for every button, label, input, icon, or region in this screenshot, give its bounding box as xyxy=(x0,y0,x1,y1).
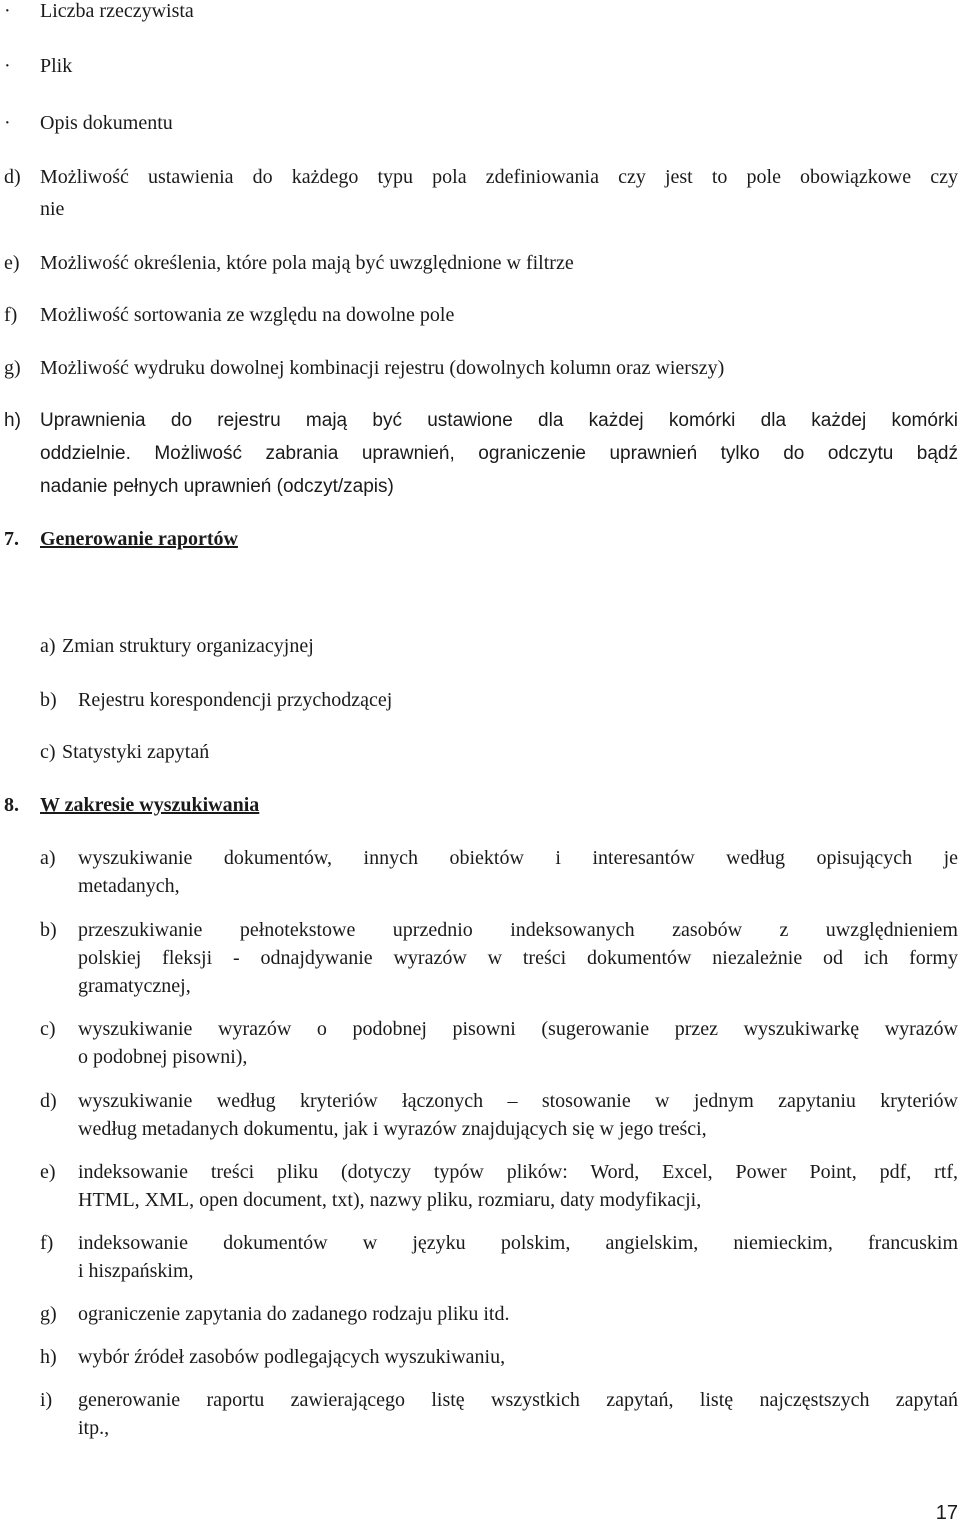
item-marker: h) xyxy=(4,410,21,431)
item-marker: c) xyxy=(40,1018,56,1040)
list-item-text: Możliwość sortowania ze względu na dowolne pole xyxy=(40,304,455,326)
item-marker: g) xyxy=(40,1303,57,1325)
list-item-text: Możliwość określenia, które pola mają być uwzględnione w filtrze xyxy=(40,252,574,274)
list-item-text: według metadanych dokumentu, jak i wyrazów znajdujących się w jego treści, xyxy=(78,1118,707,1140)
list-item-text: gramatycznej, xyxy=(78,975,191,997)
item-marker: g) xyxy=(4,357,21,379)
list-item-text: Liczba rzeczywista xyxy=(40,0,194,22)
list-item-text: HTML, XML, open document, txt), nazwy pliku, rozmiaru, daty modyfikacji, xyxy=(78,1189,702,1211)
list-item-text: Plik xyxy=(40,55,73,77)
list-item-text: Możliwość wydruku dowolnej kombinacji rejestru (dowolnych kolumn oraz wierszy) xyxy=(40,357,725,379)
list-item-text: polskiej fleksji - odnajdywanie wyrazów w treści dokumentów niezależnie od ich formy xyxy=(78,947,958,969)
item-marker: e) xyxy=(40,1161,56,1183)
list-item xyxy=(0,1015,960,1071)
list-item-text: itp., xyxy=(78,1417,110,1439)
list-item-text: wyszukiwanie wyrazów o podobnej pisowni (sugerowanie przez wyszukiwarkę wyrazów xyxy=(78,1018,958,1040)
list-item xyxy=(0,1229,960,1285)
list-item-text: nie xyxy=(40,198,65,220)
list-item-text: generowanie raportu zawierającego listę wszystkich zapytań, listę najczęstszych zapytań xyxy=(78,1389,958,1411)
bullet-marker: · xyxy=(4,0,11,22)
item-marker: a) xyxy=(40,847,56,869)
list-item-text: Statystyki zapytań xyxy=(62,741,210,763)
item-marker: h) xyxy=(40,1346,57,1368)
list-item-text: wybór źródeł zasobów podlegających wyszukiwaniu, xyxy=(78,1346,506,1368)
bullet-marker: · xyxy=(4,55,11,77)
list-item xyxy=(0,1158,960,1214)
section-number: 8. xyxy=(4,794,19,816)
list-item-text: o podobnej pisowni), xyxy=(78,1046,248,1068)
list-item-text: Możliwość ustawienia do każdego typu pola zdefiniowania czy jest to pole obowiązkowe czy xyxy=(40,166,958,188)
list-item-text: Rejestru korespondencji przychodzącej xyxy=(78,689,393,711)
list-item-text: indeksowanie treści pliku (dotyczy typów plików: Word, Excel, Power Point, pdf, rtf, xyxy=(78,1161,958,1183)
item-marker: f) xyxy=(4,304,18,326)
bullet-marker: · xyxy=(4,112,11,134)
item-marker: e) xyxy=(4,252,20,274)
list-item-text: i hiszpańskim, xyxy=(78,1260,194,1282)
page-number: 17 xyxy=(935,1502,958,1524)
item-marker: b) xyxy=(40,689,57,711)
section-title: W zakresie wyszukiwania xyxy=(40,794,260,816)
list-item-text: ograniczenie zapytania do zadanego rodzaju pliku itd. xyxy=(78,1303,510,1325)
list-item-text: metadanych, xyxy=(78,875,180,897)
item-marker: a) xyxy=(40,635,56,657)
item-marker: b) xyxy=(40,919,57,941)
item-marker: d) xyxy=(40,1090,57,1112)
item-marker: d) xyxy=(4,166,21,188)
list-item-text: Uprawnienia do rejestru mają być ustawione dla każdej komórki dla każdej komórki xyxy=(40,410,958,431)
list-item-text: nadanie pełnych uprawnień (odczyt/zapis) xyxy=(40,476,394,497)
list-item-text: przeszukiwanie pełnotekstowe uprzednio indeksowanych zasobów z uwzględnieniem xyxy=(78,919,958,941)
list-item-text: Zmian struktury organizacyjnej xyxy=(62,635,314,657)
list-item-text: Opis dokumentu xyxy=(40,112,173,134)
list-item xyxy=(0,1386,960,1442)
list-item xyxy=(0,844,960,900)
list-item-text: oddzielnie. Możliwość zabrania uprawnień, ograniczenie uprawnień tylko do odczytu bądź xyxy=(40,443,958,464)
list-item xyxy=(0,1087,960,1143)
list-item-text: wyszukiwanie według kryteriów łączonych – stosowanie w jednym zapytaniu kryteriów xyxy=(78,1090,958,1112)
list-item-text: indeksowanie dokumentów w języku polskim, angielskim, niemieckim, francuskim xyxy=(78,1232,958,1254)
list-item-text: wyszukiwanie dokumentów, innych obiektów i interesantów według opisujących je xyxy=(78,847,958,869)
section-title: Generowanie raportów xyxy=(40,528,238,550)
section-number: 7. xyxy=(4,528,19,550)
list-item xyxy=(0,916,960,1000)
item-marker: f) xyxy=(40,1232,54,1254)
item-marker: c) xyxy=(40,741,56,763)
item-marker: i) xyxy=(40,1389,53,1411)
